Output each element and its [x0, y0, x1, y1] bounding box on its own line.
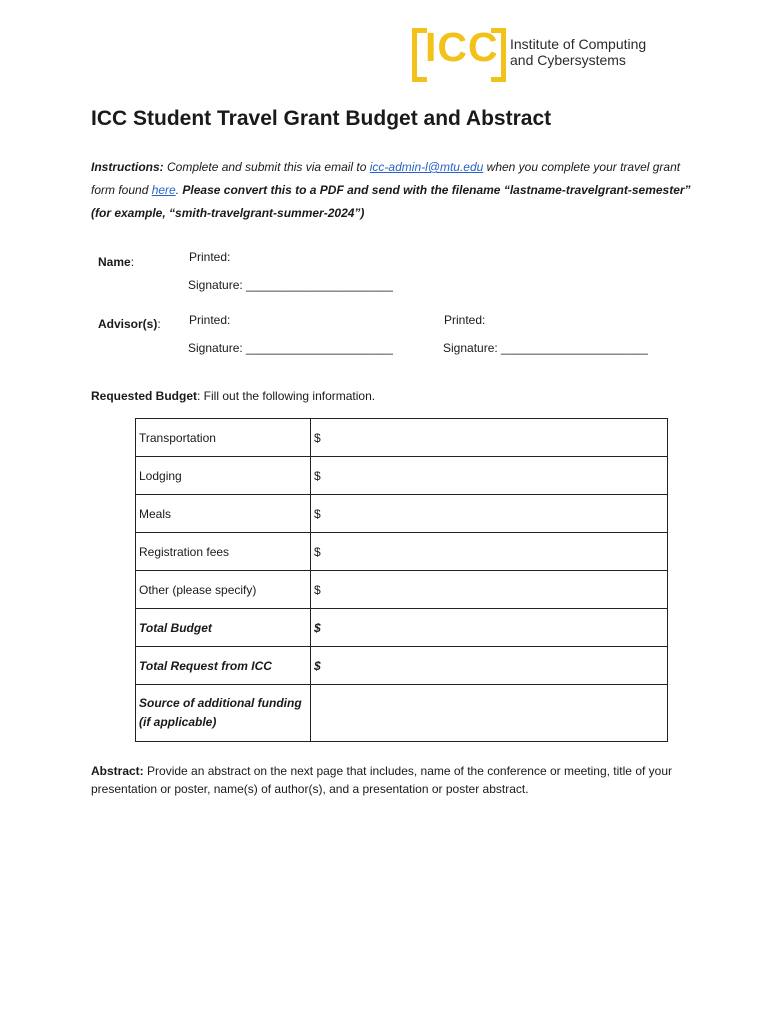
logo-institute-name [510, 36, 646, 68]
instructions-text3: . [175, 183, 183, 197]
logo-letters: ICC [425, 24, 499, 70]
logo-name-line2: and Cybersystems [510, 52, 626, 68]
row-label-other: Other (please specify) [136, 571, 311, 609]
advisor-label [98, 317, 161, 331]
name-label-text: Name [98, 255, 131, 269]
name-signature-field[interactable]: Signature: ______________________ [188, 278, 393, 292]
email-link[interactable]: icc-admin-l@mtu.edu [369, 160, 484, 174]
row-label-meals: Meals [136, 495, 311, 533]
icc-logo [412, 24, 672, 78]
advisor-label-text: Advisor(s) [98, 317, 158, 331]
advisor1-signature-field[interactable]: Signature: ______________________ [188, 341, 393, 355]
row-label-total-budget: Total Budget [136, 609, 311, 647]
page-title: ICC Student Travel Grant Budget and Abstract [91, 107, 552, 130]
budget-heading [91, 389, 375, 403]
table-row [136, 609, 668, 647]
row-value-total-request[interactable]: $ [311, 647, 668, 685]
instructions-label: Instructions: [91, 160, 164, 174]
budget-heading-label: Requested Budget [91, 389, 198, 403]
abstract-label: Abstract: [91, 764, 144, 778]
table-row [136, 457, 668, 495]
here-link[interactable]: here [151, 183, 176, 197]
abstract-text: Provide an abstract on the next page that includes, name of the conference or meeting, title of your presentation or poster, name(s) of author(s), and a presentation or poster abstract. [91, 764, 673, 796]
row-label-transportation: Transportation [136, 419, 311, 457]
row-value-total-budget[interactable]: $ [311, 609, 668, 647]
instructions-text1: Complete and submit this via email to [163, 160, 370, 174]
row-value-lodging[interactable]: $ [311, 457, 668, 495]
name-label [98, 255, 134, 269]
table-row [136, 495, 668, 533]
row-value-additional-funding[interactable] [311, 685, 668, 742]
logo-name-line1: Institute of Computing [510, 36, 647, 52]
row-value-registration[interactable]: $ [311, 533, 668, 571]
row-label-total-request: Total Request from ICC [136, 647, 311, 685]
table-row [136, 685, 668, 742]
row-value-transportation[interactable]: $ [311, 419, 668, 457]
advisor2-signature-field[interactable]: Signature: ______________________ [443, 341, 648, 355]
name-label-colon: : [130, 255, 135, 269]
row-value-meals[interactable]: $ [311, 495, 668, 533]
name-printed-field[interactable]: Printed: [189, 250, 231, 264]
instructions-text2: when you complete your travel grant form found [91, 160, 681, 197]
advisor-label-colon: : [157, 317, 161, 331]
table-row [136, 647, 668, 685]
additional-funding-line2: (if applicable) [139, 715, 217, 729]
table-row [136, 419, 668, 457]
row-label-registration: Registration fees [136, 533, 311, 571]
abstract-paragraph [91, 762, 691, 798]
table-row [136, 571, 668, 609]
row-label-additional-funding [136, 685, 311, 742]
additional-funding-line1: Source of additional funding [139, 696, 302, 710]
advisor1-printed-field[interactable]: Printed: [189, 313, 231, 327]
logo-right-bracket [491, 28, 506, 82]
budget-heading-text: : Fill out the following information. [197, 389, 376, 403]
instructions-paragraph [91, 156, 691, 225]
row-label-lodging: Lodging [136, 457, 311, 495]
instructions-filename-note: Please convert this to a PDF and send with the filename “lastname-travelgrant-semester” (for example, “smith-travelgrant-summer-2024”) [91, 183, 691, 220]
table-row [136, 533, 668, 571]
row-value-other[interactable]: $ [311, 571, 668, 609]
advisor2-printed-field[interactable]: Printed: [444, 313, 486, 327]
budget-table [135, 418, 668, 742]
